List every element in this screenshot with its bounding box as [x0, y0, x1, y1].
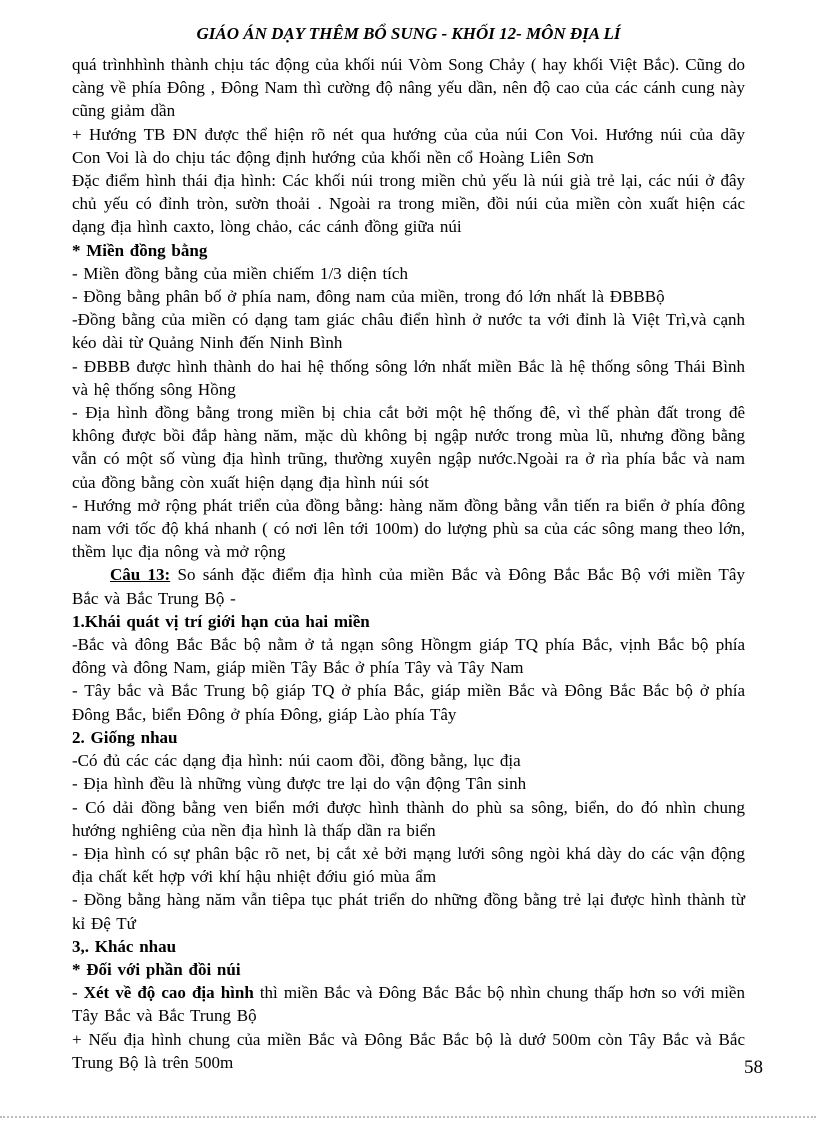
text-run: - Đồng bằng phân bố ở phía nam, đông nam của miền, trong đó lớn nhất là ĐBBBộ	[72, 287, 665, 307]
text-run: - Có dải đồng bằng ven biển mới được hình thành do phù sa sông, biển, do đó nhìn chung hướng nghiêng của nền địa hình là thấp dần ra biển	[72, 797, 745, 840]
text-run: - Miền đồng bằng của miền chiếm 1/3 diện tích	[72, 263, 408, 283]
text-run: - ĐBBB được hình thành do hai hệ thống sông lớn nhất miền Bắc là hệ thống sông Thái Bình và hệ thống sông Hồng	[72, 356, 745, 399]
paragraph	[72, 726, 745, 749]
text-run: Câu 13:	[110, 565, 171, 585]
paragraph	[72, 563, 745, 609]
paragraph	[72, 239, 745, 262]
text-run: 3,. Khác nhau	[72, 936, 177, 956]
paragraph	[72, 772, 745, 795]
text-run: quá trìnhhình thành chịu tác động của khối núi Vòm Song Chảy ( hay khối Việt Bắc). Cũng do càng về phía Đông , Đông Nam thì cường độ nâng yếu dần, nên độ cao của các cánh cung này cũng giảm dần	[72, 55, 745, 121]
paragraph	[72, 262, 745, 285]
text-run: Xét về độ cao địa hình	[83, 983, 254, 1003]
paragraph	[72, 888, 745, 934]
text-run: + Hướng TB ĐN được thể hiện rõ nét qua hướng của của núi Con Voi. Hướng núi của dãy Con Voi là do chịu tác động định hướng của khối nền cổ Hoàng Liên Sơn	[72, 124, 745, 167]
paragraph	[72, 285, 745, 308]
text-run: -Bắc và đông Bắc Bắc bộ nằm ở tả ngạn sông Hồngm giáp TQ phía Bắc, vịnh Bắc bộ phía đông và đông Nam, giáp miền Tây Bắc ở phía Tây và Tây Nam	[72, 635, 745, 678]
text-run: 2. Giống nhau	[72, 727, 178, 747]
text-run: - Hướng mở rộng phát triển của đồng bằng: hàng năm đồng bằng vẫn tiến ra biển ở phía đông nam với tốc độ khá nhanh ( có nơi lên tới 100m) do lượng phù sa của các sông mang theo lớn, thềm lục địa nông và mở rộng	[72, 495, 745, 562]
paragraph	[72, 796, 745, 842]
text-run: - Địa hình đồng bằng trong miền bị chia cắt bởi một hệ thống đê, vì thế phàn đất trong đê không được bồi đắp hàng năm, mặc dù không bị ngập nước trong mùa lũ, nhưng đồng bằng vẫn có một số vùng địa hình trũng, thường xuyên ngập nước.Ngoài ra ở rìa phía bắc và nam của đồng bằng còn xuất hiện dạng địa hình núi sót	[72, 403, 745, 492]
document-header-title: GIÁO ÁN DẠY THÊM BỔ SUNG - KHỐI 12- MÔN ĐỊA LÍ	[196, 24, 621, 43]
text-run: * Miền đồng bằng	[72, 240, 208, 260]
paragraph	[72, 401, 745, 494]
paragraph	[72, 935, 745, 958]
text-run: -Có đủ các các dạng địa hình: núi caom đồi, đồng bằng, lục địa	[72, 751, 521, 771]
paragraph	[72, 308, 745, 354]
document-body	[72, 53, 745, 1074]
paragraph	[72, 842, 745, 888]
text-run: - Địa hình đều là những vùng được tre lại do vận động Tân sinh	[72, 774, 527, 794]
text-run: So sánh đặc điểm địa hình của miền Bắc và Đông Bắc Bắc Bộ với miền Tây Bắc và Bắc Trung Bộ -	[72, 565, 745, 608]
paragraph	[72, 679, 745, 725]
page-number: 58	[744, 1057, 763, 1078]
paragraph	[72, 1028, 745, 1074]
paragraph	[72, 53, 745, 123]
text-run: - Tây bắc và Bắc Trung bộ giáp TQ ở phía Bắc, giáp miền Bắc và Đông Bắc Bắc bộ ở phía Đông Bắc, biển Đông ở phía Đông, giáp Lào phía Tây	[72, 681, 745, 724]
paragraph	[72, 494, 745, 564]
text-run: -	[72, 983, 84, 1003]
paragraph	[72, 123, 745, 169]
text-run: 1.Khái quát vị trí giới hạn của hai miền	[72, 611, 370, 631]
text-run: * Đối với phần đồi núi	[72, 959, 241, 979]
paragraph	[72, 958, 745, 981]
paragraph	[72, 749, 745, 772]
paragraph	[72, 169, 745, 239]
text-run: thì miền Bắc và Đông Bắc Bắc bộ nhìn chung thấp hơn so với miền Tây Bắc và Bắc Trung Bộ	[72, 983, 745, 1026]
text-run: - Đồng bằng hàng năm vẫn tiêpa tục phát triển do những đồng bằng trẻ lại được hình thành từ kỉ Đệ Tứ	[72, 890, 745, 933]
paragraph	[72, 633, 745, 679]
text-run: Đặc điểm hình thái địa hình: Các khối núi trong miền chủ yếu là núi già trẻ lại, các núi ở đây chủ yếu có đỉnh tròn, sườn thoải . Ngoài ra trong miền, đồi núi của miền còn xuất hiện các dạng địa hình caxto, lòng chảo, các cánh đồng giữa núi	[72, 171, 745, 237]
text-run: - Địa hình có sự phân bậc rõ net, bị cắt xẻ bởi mạng lưới sông ngòi khá dày do các vận động địa chất kết hợp với khí hậu nhiệt đớiu gió mùa ẩm	[72, 843, 745, 887]
paragraph	[72, 610, 745, 633]
paragraph	[72, 355, 745, 401]
page-bottom-dotted-divider	[0, 1116, 816, 1118]
text-run: -Đồng bằng của miền có dạng tam giác châu điển hình ở nước ta với đỉnh là Việt Trì,và cạnh kéo dài từ Quảng Ninh đến Ninh Bình	[72, 310, 745, 353]
text-run: + Nếu địa hình chung của miền Bắc và Đông Bắc Bắc bộ là dướ 500m còn Tây Bắc và Bắc Trung Bộ là trên 500m	[72, 1029, 745, 1072]
paragraph	[72, 981, 745, 1027]
